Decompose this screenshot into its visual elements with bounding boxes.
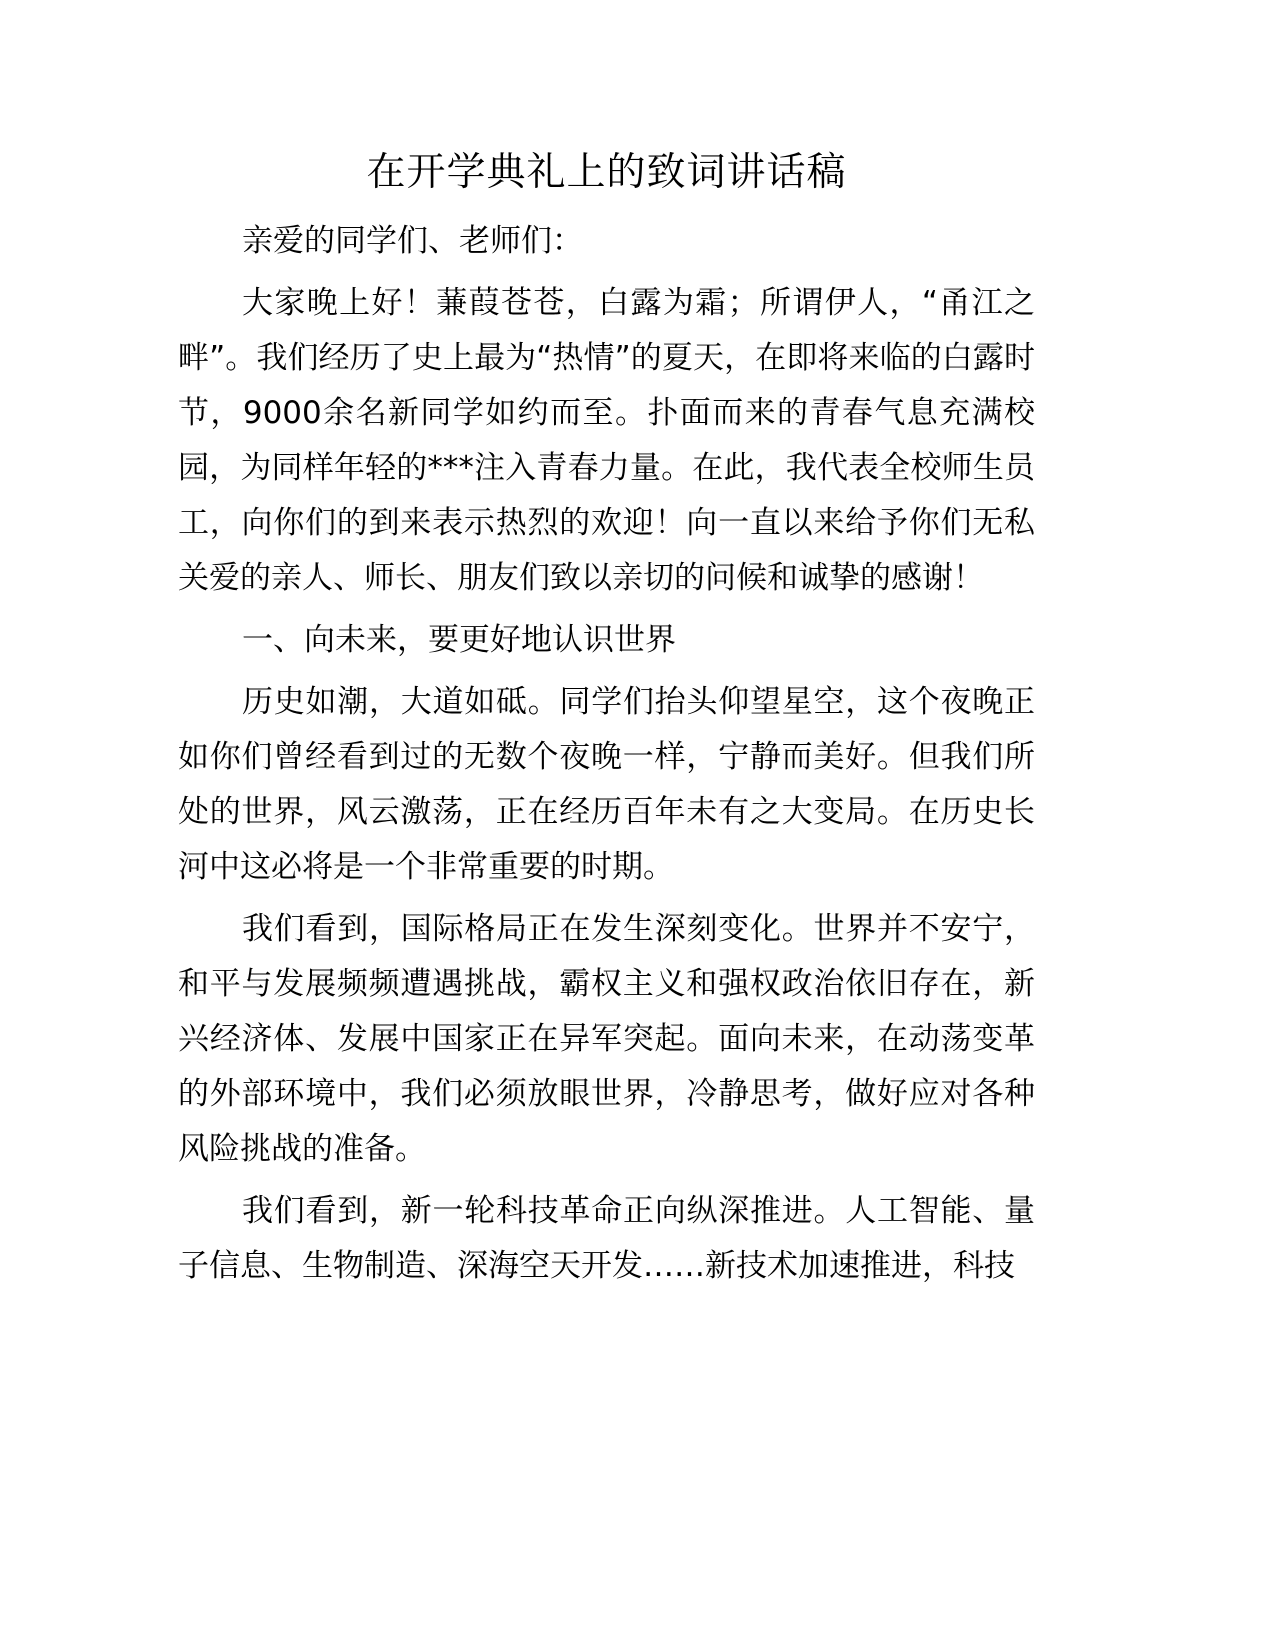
international-paragraph: 我们看到，国际格局正在发生深刻变化。世界并不安宁，和平与发展频频遭遇挑战，霸权主义和强权政治依旧存在，新兴经济体、发展中国家正在异军突起。面向未来，在动荡变革的外部环境中，我们必须放眼世界，冷静思考，做好应对各种风险挑战的准备。 bbox=[178, 911, 1035, 1167]
welcome-paragraph: 大家晚上好！蒹葭苍苍，白露为霜；所谓伊人，“甬江之畔”。我们经历了史上最为“热情”的夏天，在即将来临的白露时节，9000余名新同学如约而至。扑面而来的青春气息充满校园，为同样年轻的***注入青春力量。在此，我代表全校师生员工，向你们的到来表示热烈的欢迎！向一直以来给予你们无私关爱的亲人、师长、朋友们致以亲切的问候和诚挚的感谢！ bbox=[178, 285, 1035, 596]
section-heading: 一、向未来，要更好地认识世界 bbox=[242, 622, 676, 658]
salutation-paragraph: 亲爱的同学们、老师们： bbox=[242, 223, 583, 259]
history-paragraph: 历史如潮，大道如砥。同学们抬头仰望星空，这个夜晚正如你们曾经看到过的无数个夜晚一样，宁静而美好。但我们所处的世界，风云激荡，正在经历百年未有之大变局。在历史长河中这必将是一个非常重要的时期。 bbox=[178, 684, 1035, 885]
document-title: 在开学典礼上的致词讲话稿 bbox=[366, 150, 847, 195]
technology-paragraph: 我们看到，新一轮科技革命正向纵深推进。人工智能、量子信息、生物制造、深海空天开发……新技术加速推进，科技 bbox=[178, 1193, 1035, 1284]
document-body bbox=[178, 214, 1035, 1301]
